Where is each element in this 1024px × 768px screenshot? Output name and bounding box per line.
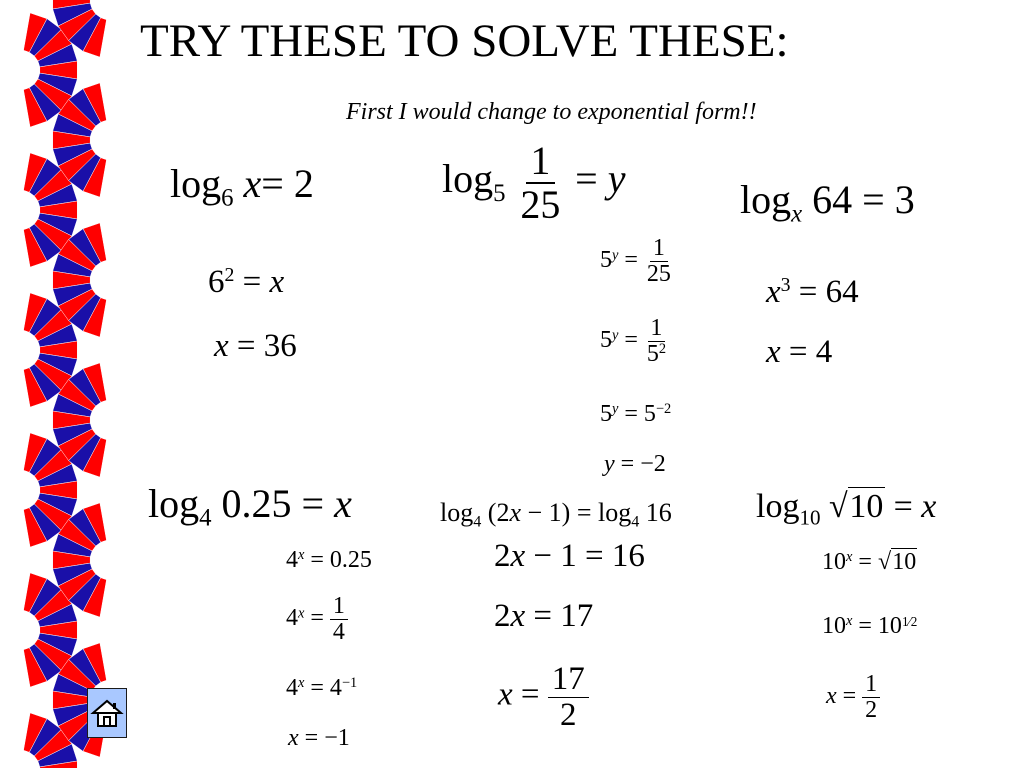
problem-4-step-3: $4^x = 4^{-1}$ <box>286 675 358 701</box>
problem-6-step-2: $10^x = 10^{1⁄2}$ <box>822 613 918 639</box>
slide-subtitle: First I would change to exponential form!! <box>346 99 757 125</box>
problem-1-equation: $\log_6 x= 2$ <box>170 161 314 212</box>
problem-4-step-2: $4^x$ = $\frac{1}{4}$ <box>286 594 348 645</box>
problem-2-equation: $\log_5$ $\frac{1}{25}$ = y <box>442 138 626 227</box>
problem-6-equation: $\log_{10} √10 = x$ <box>756 488 937 530</box>
problem-2-step-1: $5^y$ = $\frac{1}{25}$ <box>600 235 671 288</box>
problem-5-step-1: 2x − 1 = 16 <box>494 538 645 574</box>
problem-2-step-4: y = −2 <box>604 451 666 477</box>
problem-4-step-1: $4^x = 0.25$ <box>286 547 372 573</box>
decorative-banner <box>0 0 140 768</box>
problem-5-step-2: 2x = 17 <box>494 598 594 634</box>
home-icon <box>90 696 124 730</box>
problem-3-equation: $\log_x 64 = 3$ <box>740 177 915 228</box>
slide-title: TRY THESE TO SOLVE THESE: <box>140 15 789 67</box>
problem-4-step-4: x = −1 <box>288 725 350 751</box>
problem-1-step-1: $6^2 = x$ <box>208 264 285 300</box>
problem-1-step-2: x = 36 <box>214 328 297 364</box>
problem-3-step-2: x = 4 <box>766 334 833 370</box>
problem-6-step-3: x = $\frac{1}{2}$ <box>826 672 880 723</box>
problem-2-step-3: $5^y = 5^{-2}$ <box>600 401 672 427</box>
problem-6-step-1: $10^x = √10$ <box>822 549 917 575</box>
problem-3-step-1: $x^3 = 64$ <box>766 274 859 310</box>
problem-5-step-3: x = $\frac{17}{2}$ <box>498 662 589 732</box>
problem-4-equation: $\log_4 0.25 = x$ <box>148 481 352 532</box>
problem-5-equation: $\log_4 (2x - 1) = \log_4 16$ <box>440 498 672 531</box>
home-button[interactable] <box>87 688 127 738</box>
problem-2-step-2: $5^y$ = $\frac{1}{5^2}$ <box>600 315 667 368</box>
